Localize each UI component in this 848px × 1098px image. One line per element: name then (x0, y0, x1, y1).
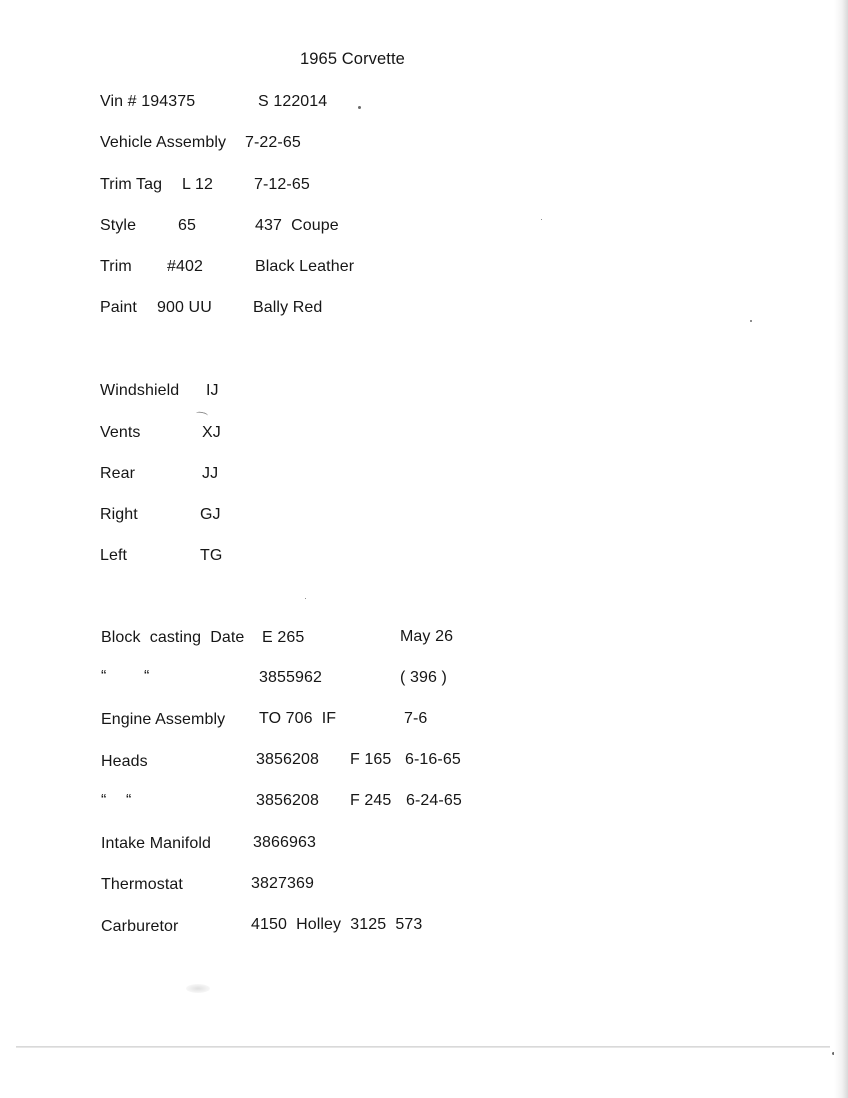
scan-speck (541, 219, 542, 220)
page-right-edge (834, 0, 848, 1098)
vin-value: S 122014 (258, 93, 328, 110)
vents-label: Vents (100, 424, 141, 441)
thermostat-label: Thermostat (101, 876, 183, 893)
heads-date: 6-16-65 (405, 751, 461, 768)
block-casting-code: E 265 (262, 629, 305, 646)
heads-number: 3856208 (256, 792, 319, 809)
windshield-label: Windshield (100, 382, 180, 399)
page-bottom-edge (16, 1046, 830, 1048)
trim-tag-date: 7-12-65 (254, 176, 310, 193)
engine-assembly-code: TO 706 IF (259, 710, 337, 727)
style-value: 437 Coupe (255, 217, 339, 234)
left-label: Left (100, 547, 128, 564)
rear-code: JJ (202, 465, 219, 482)
casting-number: 3855962 (259, 669, 322, 686)
scan-speck (750, 320, 752, 322)
trim-code: #402 (167, 258, 203, 275)
scan-speck (305, 598, 306, 599)
windshield-code: IJ (206, 382, 219, 399)
block-casting-label: Block casting Date (101, 629, 245, 646)
right-code: GJ (200, 506, 221, 523)
trim-tag-label: Trim Tag (100, 176, 163, 193)
ditto-mark: “ (101, 668, 107, 685)
rear-label: Rear (100, 465, 136, 482)
heads-label: Heads (101, 753, 148, 770)
paint-label: Paint (100, 299, 137, 316)
intake-manifold-label: Intake Manifold (101, 835, 212, 852)
paint-value: Bally Red (253, 299, 323, 316)
document-title: 1965 Corvette (300, 50, 405, 68)
left-code: TG (200, 547, 223, 564)
ditto-mark: “ (126, 792, 132, 809)
paint-code: 900 UU (157, 299, 212, 316)
intake-manifold-value: 3866963 (253, 834, 316, 851)
ditto-mark: “ (144, 668, 150, 685)
vehicle-assembly-value: 7-22-65 (245, 134, 301, 151)
style-code: 65 (178, 217, 196, 234)
carburetor-label: Carburetor (101, 918, 179, 935)
trim-tag-code: L 12 (182, 176, 213, 193)
displacement: ( 396 ) (400, 669, 447, 686)
scan-smudge (186, 984, 210, 993)
ditto-mark: “ (101, 792, 107, 809)
block-casting-date: May 26 (400, 628, 454, 645)
carburetor-value: 4150 Holley 3125 573 (251, 916, 423, 933)
trim-value: Black Leather (255, 258, 355, 275)
style-label: Style (100, 217, 137, 234)
right-label: Right (100, 506, 138, 523)
trim-label: Trim (100, 258, 132, 275)
engine-assembly-label: Engine Assembly (101, 711, 226, 728)
heads-date: 6-24-65 (406, 792, 462, 809)
thermostat-value: 3827369 (251, 875, 314, 892)
heads-code: F 245 (350, 792, 392, 809)
vin-label: Vin # 194375 (100, 93, 196, 110)
pen-mark (196, 411, 209, 418)
vehicle-assembly-label: Vehicle Assembly (100, 134, 227, 151)
engine-assembly-date: 7-6 (404, 710, 428, 727)
vents-code: XJ (202, 424, 221, 441)
heads-number: 3856208 (256, 751, 319, 768)
heads-code: F 165 (350, 751, 392, 768)
scan-speck (358, 106, 361, 109)
